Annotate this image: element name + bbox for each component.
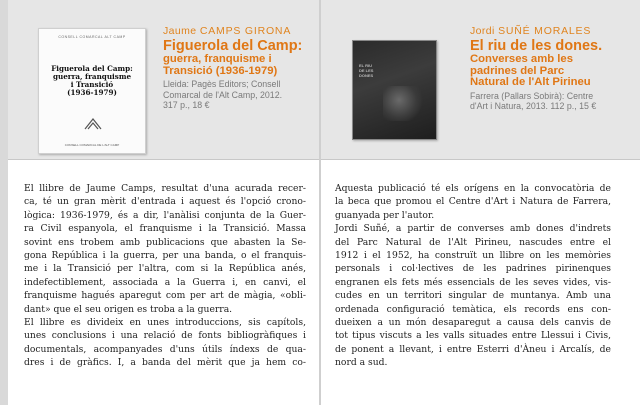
- body-text-line: dres i de gràfics. I, a banda del mèrit que ja hem co-: [24, 357, 306, 369]
- body-text-line: Jordi Suñé, a partir de converses amb dones d'indrets: [335, 223, 611, 235]
- cover-foot-text: CONSELL COMARCAL DE L'ALT CAMP: [64, 143, 120, 147]
- body-text-line: El llibre es divideix en unes introduccions, sis capítols,: [24, 317, 306, 329]
- book-author: [470, 25, 638, 38]
- publisher-logo-icon: [83, 117, 103, 131]
- subtitle-line: Natural de l'Alt Pirineu: [470, 76, 591, 89]
- body-text-line: franquisme hagués aparegut com per art de màgia, «obli-: [24, 290, 306, 302]
- publication-line: Lleida: Pagès Editors; Consell: [163, 79, 281, 90]
- publication-line: Comarcal de l'Alt Camp, 2012.: [163, 89, 283, 100]
- book-cover-riu-dones: [352, 40, 437, 140]
- author-surname: SUÑÉ MORALES: [498, 25, 592, 37]
- body-text-line: me i la Transició per l'altra, com si la República anés,: [24, 263, 306, 275]
- author-surname: CAMPS GIRONA: [199, 25, 292, 37]
- author-given-name: Jaume: [163, 25, 197, 37]
- review-text-sune: [335, 182, 611, 370]
- page-edge: [0, 0, 8, 405]
- book-meta-camps: [163, 25, 323, 111]
- subtitle-line: Transició (1936-1979): [163, 64, 278, 77]
- cover-title-line: i Transició: [70, 80, 114, 89]
- subtitle-line: guerra, franquisme i: [163, 53, 272, 65]
- subtitle-line: padrines del Parc: [470, 64, 565, 77]
- body-text-line: documentals, acompanyades d'uns útils índexs de qua-: [24, 343, 306, 355]
- book-subtitle: [470, 54, 638, 89]
- body-text-line: lògica: 1936-1979, és a dir, l'anàlisi conjunta de la Guer-: [24, 209, 306, 221]
- body-text-line: indefectiblement, associada a la Guerra i, en canvi, el: [24, 276, 306, 288]
- body-text-line: sovint ens trobem amb publicacions que abasten la Se-: [24, 236, 306, 248]
- book-subtitle: [163, 54, 323, 77]
- body-text-line: cudes en un territori singular de muntanya. Amb una: [335, 290, 611, 302]
- publication-line: Farrera (Pallars Sobirà): Centre: [470, 90, 594, 101]
- cover-title-line: (1936-1979): [67, 88, 117, 97]
- author-given-name: Jordi: [470, 25, 495, 37]
- body-text-line: engranen els fets més essencials de les seves vides, vis-: [335, 276, 611, 288]
- body-text-line: de ponent a llevant, i entre Esterri d'Àneu i Arcalís, de: [335, 343, 611, 355]
- body-text-line: ordenada configuració temàtica, els records ens con-: [335, 303, 611, 315]
- body-text-line: 1912 i el 1952, ha construït un llibre on les memòries: [335, 250, 611, 262]
- cover-top-text: CONSELL COMARCAL ALT CAMP: [58, 35, 126, 39]
- subtitle-line: Converses amb les: [470, 53, 573, 65]
- book-title: Figuerola del Camp:: [163, 38, 303, 54]
- body-text-line: personals i col·lectives de les padrines pirinenques: [335, 263, 611, 275]
- cover-title: [45, 65, 139, 97]
- cover-title-line: Figuerola del Camp:: [51, 64, 133, 73]
- cover-label: [359, 63, 373, 78]
- body-text-line: nord a sud.: [335, 357, 388, 369]
- publication-line: 317 p., 18 €: [163, 100, 210, 111]
- cover-title-line: guerra, franquisme: [52, 72, 132, 81]
- cover-photo-shape: [383, 86, 423, 121]
- cover-label-line: EL RIU: [359, 63, 373, 68]
- body-text-line: unes conclusions i una relació de fonts bibliogràfiques i: [24, 330, 306, 342]
- body-text-line: El llibre de Jaume Camps, resultat d'una acurada recer-: [24, 183, 306, 194]
- body-text-line: guanyada per l'autor.: [335, 209, 435, 221]
- body-text-line: dueixen a un món desaparegut a causa dels canvis de: [335, 317, 611, 329]
- book-title: El riu de les dones.: [470, 38, 603, 54]
- book-publication: [163, 79, 323, 111]
- body-text-line: la beca que promou el Centre d'Art i Natura de Farrera,: [335, 196, 611, 208]
- body-text-line: dant» que el seu origen es troba a la guerra.: [24, 303, 233, 315]
- book-publication: [470, 91, 638, 112]
- body-text-line: ca, té un gran mèrit d'entrada i aquest és l'opció crono-: [24, 196, 306, 208]
- body-text-line: ra Civil espanyola, el franquisme i la Transició. Massa: [24, 223, 306, 235]
- cover-label-line: DONES: [359, 73, 374, 78]
- body-text-line: Aquesta publicació té els orígens en la convocatòria de: [335, 183, 611, 194]
- review-text-camps: [24, 182, 306, 370]
- publication-line: d'Art i Natura, 2013. 112 p., 15 €: [470, 101, 597, 112]
- body-text-line: del Parc Natural de l'Alt Pirineu, nascudes entre el: [335, 236, 611, 248]
- book-cover-figuerola: [38, 28, 146, 154]
- body-text-line: gona República i la guerra, per una banda, o el franquis-: [24, 250, 306, 262]
- book-author: [163, 25, 323, 38]
- cover-label-line: DE LES: [359, 68, 374, 73]
- body-text-line: tot tipus viscuts a les valls situades entre Llessui i Civis,: [335, 330, 611, 342]
- book-meta-sune: [470, 25, 638, 112]
